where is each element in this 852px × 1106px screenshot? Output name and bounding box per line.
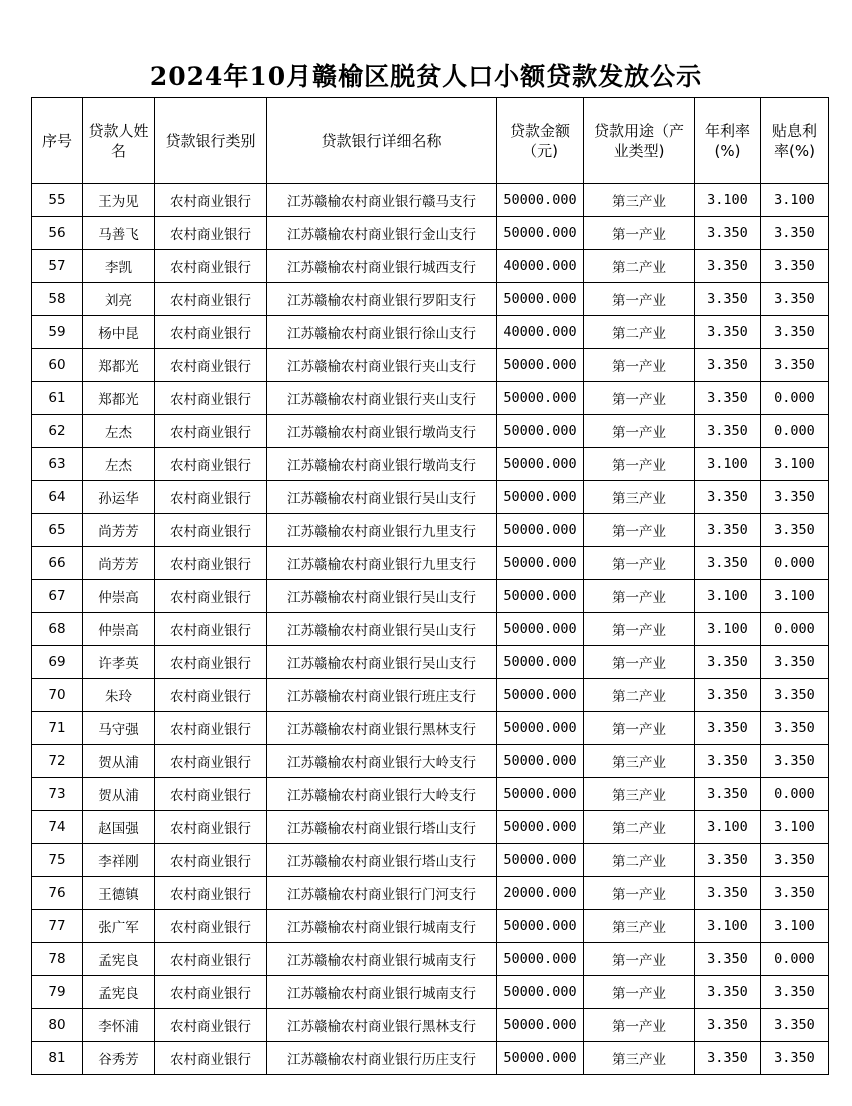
cell-annual-rate: 3.100 — [695, 613, 761, 646]
cell-bank-category: 农村商业银行 — [155, 217, 267, 250]
table-row — [32, 382, 829, 415]
table-row — [32, 877, 829, 910]
cell-seq: 57 — [32, 250, 83, 283]
cell-loan-purpose: 第一产业 — [584, 217, 695, 250]
cell-bank-detail-name: 江苏赣榆农村商业银行吴山支行 — [267, 580, 497, 613]
table-row — [32, 712, 829, 745]
cell-bank-category: 农村商业银行 — [155, 283, 267, 316]
cell-bank-category: 农村商业银行 — [155, 415, 267, 448]
table-row — [32, 415, 829, 448]
cell-annual-rate: 3.350 — [695, 646, 761, 679]
cell-borrower-name: 李凯 — [83, 250, 155, 283]
cell-seq: 81 — [32, 1042, 83, 1075]
cell-bank-detail-name: 江苏赣榆农村商业银行吴山支行 — [267, 646, 497, 679]
cell-annual-rate: 3.100 — [695, 448, 761, 481]
loan-disbursement-table — [31, 97, 829, 1075]
cell-loan-purpose: 第二产业 — [584, 844, 695, 877]
cell-bank-category: 农村商业银行 — [155, 547, 267, 580]
header-loan-amount: 贷款金额（元) — [497, 98, 584, 184]
cell-subsidy-rate: 3.350 — [761, 481, 829, 514]
cell-seq: 71 — [32, 712, 83, 745]
cell-seq: 75 — [32, 844, 83, 877]
cell-subsidy-rate: 3.350 — [761, 316, 829, 349]
cell-subsidy-rate: 0.000 — [761, 613, 829, 646]
cell-loan-amount: 20000.000 — [497, 877, 584, 910]
cell-loan-purpose: 第三产业 — [584, 184, 695, 217]
cell-loan-amount: 50000.000 — [497, 844, 584, 877]
cell-loan-amount: 50000.000 — [497, 415, 584, 448]
cell-loan-purpose: 第一产业 — [584, 1009, 695, 1042]
cell-seq: 70 — [32, 679, 83, 712]
cell-bank-detail-name: 江苏赣榆农村商业银行城南支行 — [267, 910, 497, 943]
cell-annual-rate: 3.350 — [695, 844, 761, 877]
cell-loan-amount: 50000.000 — [497, 613, 584, 646]
cell-bank-detail-name: 江苏赣榆农村商业银行大岭支行 — [267, 745, 497, 778]
cell-loan-purpose: 第二产业 — [584, 250, 695, 283]
cell-bank-detail-name: 江苏赣榆农村商业银行夹山支行 — [267, 349, 497, 382]
cell-loan-amount: 50000.000 — [497, 217, 584, 250]
cell-annual-rate: 3.350 — [695, 679, 761, 712]
cell-annual-rate: 3.350 — [695, 712, 761, 745]
cell-loan-amount: 50000.000 — [497, 811, 584, 844]
header-bank-category: 贷款银行类别 — [155, 98, 267, 184]
table-row — [32, 514, 829, 547]
cell-loan-purpose: 第三产业 — [584, 910, 695, 943]
cell-borrower-name: 贺从浦 — [83, 778, 155, 811]
cell-loan-amount: 40000.000 — [497, 316, 584, 349]
cell-annual-rate: 3.350 — [695, 217, 761, 250]
table-row — [32, 580, 829, 613]
cell-annual-rate: 3.350 — [695, 877, 761, 910]
cell-annual-rate: 3.350 — [695, 481, 761, 514]
cell-bank-category: 农村商业银行 — [155, 349, 267, 382]
cell-bank-category: 农村商业银行 — [155, 448, 267, 481]
cell-bank-detail-name: 江苏赣榆农村商业银行历庄支行 — [267, 1042, 497, 1075]
table-row — [32, 976, 829, 1009]
cell-borrower-name: 王为见 — [83, 184, 155, 217]
table-body — [32, 184, 829, 1075]
cell-bank-category: 农村商业银行 — [155, 184, 267, 217]
cell-loan-purpose: 第三产业 — [584, 778, 695, 811]
cell-bank-detail-name: 江苏赣榆农村商业银行班庄支行 — [267, 679, 497, 712]
cell-annual-rate: 3.350 — [695, 745, 761, 778]
cell-seq: 68 — [32, 613, 83, 646]
cell-loan-purpose: 第一产业 — [584, 976, 695, 1009]
cell-bank-category: 农村商业银行 — [155, 976, 267, 1009]
table-row — [32, 316, 829, 349]
cell-loan-amount: 50000.000 — [497, 547, 584, 580]
cell-subsidy-rate: 3.350 — [761, 877, 829, 910]
cell-loan-purpose: 第一产业 — [584, 514, 695, 547]
cell-borrower-name: 孙运华 — [83, 481, 155, 514]
table-row — [32, 745, 829, 778]
cell-borrower-name: 杨中昆 — [83, 316, 155, 349]
cell-bank-detail-name: 江苏赣榆农村商业银行吴山支行 — [267, 613, 497, 646]
cell-annual-rate: 3.350 — [695, 976, 761, 1009]
cell-seq: 59 — [32, 316, 83, 349]
cell-subsidy-rate: 3.350 — [761, 514, 829, 547]
cell-loan-purpose: 第一产业 — [584, 877, 695, 910]
cell-borrower-name: 许孝英 — [83, 646, 155, 679]
cell-loan-purpose: 第一产业 — [584, 943, 695, 976]
cell-annual-rate: 3.350 — [695, 943, 761, 976]
cell-loan-amount: 50000.000 — [497, 184, 584, 217]
cell-loan-purpose: 第三产业 — [584, 1042, 695, 1075]
cell-loan-amount: 50000.000 — [497, 481, 584, 514]
cell-loan-purpose: 第一产业 — [584, 415, 695, 448]
cell-loan-amount: 50000.000 — [497, 382, 584, 415]
cell-loan-purpose: 第一产业 — [584, 547, 695, 580]
cell-loan-purpose: 第三产业 — [584, 481, 695, 514]
cell-annual-rate: 3.100 — [695, 580, 761, 613]
cell-bank-detail-name: 江苏赣榆农村商业银行金山支行 — [267, 217, 497, 250]
cell-subsidy-rate: 3.350 — [761, 745, 829, 778]
cell-bank-detail-name: 江苏赣榆农村商业银行九里支行 — [267, 514, 497, 547]
cell-loan-amount: 50000.000 — [497, 679, 584, 712]
cell-seq: 76 — [32, 877, 83, 910]
cell-seq: 78 — [32, 943, 83, 976]
cell-annual-rate: 3.100 — [695, 910, 761, 943]
header-borrower-name: 贷款人姓名 — [83, 98, 155, 184]
cell-loan-purpose: 第一产业 — [584, 613, 695, 646]
cell-loan-purpose: 第一产业 — [584, 382, 695, 415]
cell-subsidy-rate: 3.350 — [761, 250, 829, 283]
cell-subsidy-rate: 3.350 — [761, 679, 829, 712]
cell-bank-category: 农村商业银行 — [155, 1042, 267, 1075]
cell-loan-amount: 50000.000 — [497, 943, 584, 976]
cell-subsidy-rate: 3.100 — [761, 811, 829, 844]
cell-loan-amount: 50000.000 — [497, 646, 584, 679]
cell-borrower-name: 孟宪良 — [83, 976, 155, 1009]
cell-bank-detail-name: 江苏赣榆农村商业银行罗阳支行 — [267, 283, 497, 316]
cell-subsidy-rate: 3.100 — [761, 184, 829, 217]
cell-loan-amount: 50000.000 — [497, 1042, 584, 1075]
cell-bank-category: 农村商业银行 — [155, 910, 267, 943]
cell-bank-detail-name: 江苏赣榆农村商业银行夹山支行 — [267, 382, 497, 415]
cell-bank-detail-name: 江苏赣榆农村商业银行墩尚支行 — [267, 415, 497, 448]
header-annual-rate: 年利率(%) — [695, 98, 761, 184]
cell-loan-purpose: 第一产业 — [584, 646, 695, 679]
cell-borrower-name: 王德镇 — [83, 877, 155, 910]
cell-subsidy-rate: 3.350 — [761, 1042, 829, 1075]
cell-seq: 65 — [32, 514, 83, 547]
cell-borrower-name: 贺从浦 — [83, 745, 155, 778]
cell-subsidy-rate: 3.350 — [761, 217, 829, 250]
cell-subsidy-rate: 0.000 — [761, 382, 829, 415]
cell-annual-rate: 3.350 — [695, 382, 761, 415]
cell-bank-detail-name: 江苏赣榆农村商业银行墩尚支行 — [267, 448, 497, 481]
table-row — [32, 646, 829, 679]
cell-borrower-name: 李祥刚 — [83, 844, 155, 877]
cell-annual-rate: 3.100 — [695, 811, 761, 844]
cell-borrower-name: 郑都光 — [83, 382, 155, 415]
cell-bank-category: 农村商业银行 — [155, 382, 267, 415]
cell-loan-amount: 50000.000 — [497, 778, 584, 811]
header-bank-detail-name: 贷款银行详细名称 — [267, 98, 497, 184]
cell-loan-purpose: 第二产业 — [584, 316, 695, 349]
cell-loan-purpose: 第二产业 — [584, 811, 695, 844]
cell-bank-category: 农村商业银行 — [155, 481, 267, 514]
table-row — [32, 811, 829, 844]
cell-annual-rate: 3.350 — [695, 316, 761, 349]
cell-annual-rate: 3.350 — [695, 1009, 761, 1042]
cell-bank-category: 农村商业银行 — [155, 943, 267, 976]
cell-subsidy-rate: 3.350 — [761, 712, 829, 745]
cell-bank-category: 农村商业银行 — [155, 712, 267, 745]
cell-annual-rate: 3.350 — [695, 547, 761, 580]
cell-borrower-name: 孟宪良 — [83, 943, 155, 976]
cell-loan-amount: 50000.000 — [497, 745, 584, 778]
cell-seq: 80 — [32, 1009, 83, 1042]
cell-loan-amount: 50000.000 — [497, 514, 584, 547]
cell-annual-rate: 3.350 — [695, 250, 761, 283]
page-title: 2024年10月赣榆区脱贫人口小额贷款发放公示 — [149, 61, 703, 91]
cell-borrower-name: 朱玲 — [83, 679, 155, 712]
cell-borrower-name: 赵国强 — [83, 811, 155, 844]
cell-annual-rate: 3.350 — [695, 778, 761, 811]
cell-subsidy-rate: 3.350 — [761, 976, 829, 1009]
cell-annual-rate: 3.350 — [695, 514, 761, 547]
cell-loan-amount: 50000.000 — [497, 349, 584, 382]
cell-subsidy-rate: 3.350 — [761, 844, 829, 877]
cell-seq: 56 — [32, 217, 83, 250]
table-row — [32, 1009, 829, 1042]
cell-loan-purpose: 第一产业 — [584, 448, 695, 481]
cell-bank-category: 农村商业银行 — [155, 580, 267, 613]
cell-bank-detail-name: 江苏赣榆农村商业银行门河支行 — [267, 877, 497, 910]
cell-bank-detail-name: 江苏赣榆农村商业银行吴山支行 — [267, 481, 497, 514]
cell-loan-amount: 50000.000 — [497, 580, 584, 613]
cell-loan-amount: 50000.000 — [497, 976, 584, 1009]
cell-bank-category: 农村商业银行 — [155, 646, 267, 679]
cell-subsidy-rate: 0.000 — [761, 547, 829, 580]
table-row — [32, 1042, 829, 1075]
cell-loan-amount: 40000.000 — [497, 250, 584, 283]
cell-bank-category: 农村商业银行 — [155, 778, 267, 811]
cell-bank-detail-name: 江苏赣榆农村商业银行塔山支行 — [267, 811, 497, 844]
cell-seq: 72 — [32, 745, 83, 778]
cell-subsidy-rate: 3.100 — [761, 448, 829, 481]
cell-subsidy-rate: 0.000 — [761, 943, 829, 976]
cell-subsidy-rate: 3.100 — [761, 910, 829, 943]
header-seq: 序号 — [32, 98, 83, 184]
cell-bank-category: 农村商业银行 — [155, 811, 267, 844]
table-row — [32, 613, 829, 646]
cell-seq: 67 — [32, 580, 83, 613]
cell-seq: 66 — [32, 547, 83, 580]
cell-loan-purpose: 第一产业 — [584, 349, 695, 382]
cell-loan-purpose: 第一产业 — [584, 283, 695, 316]
cell-seq: 55 — [32, 184, 83, 217]
cell-bank-category: 农村商业银行 — [155, 679, 267, 712]
cell-borrower-name: 张广军 — [83, 910, 155, 943]
cell-bank-category: 农村商业银行 — [155, 316, 267, 349]
cell-seq: 63 — [32, 448, 83, 481]
cell-loan-amount: 50000.000 — [497, 283, 584, 316]
table-row — [32, 448, 829, 481]
cell-seq: 77 — [32, 910, 83, 943]
table-row — [32, 184, 829, 217]
cell-bank-detail-name: 江苏赣榆农村商业银行城南支行 — [267, 976, 497, 1009]
cell-borrower-name: 左杰 — [83, 448, 155, 481]
cell-bank-category: 农村商业银行 — [155, 1009, 267, 1042]
cell-seq: 74 — [32, 811, 83, 844]
cell-annual-rate: 3.350 — [695, 349, 761, 382]
cell-annual-rate: 3.100 — [695, 184, 761, 217]
cell-bank-detail-name: 江苏赣榆农村商业银行大岭支行 — [267, 778, 497, 811]
cell-bank-detail-name: 江苏赣榆农村商业银行徐山支行 — [267, 316, 497, 349]
cell-seq: 62 — [32, 415, 83, 448]
cell-borrower-name: 郑都光 — [83, 349, 155, 382]
cell-bank-category: 农村商业银行 — [155, 877, 267, 910]
cell-loan-purpose: 第三产业 — [584, 745, 695, 778]
table-row — [32, 778, 829, 811]
table-row — [32, 349, 829, 382]
cell-borrower-name: 马善飞 — [83, 217, 155, 250]
cell-seq: 61 — [32, 382, 83, 415]
cell-loan-amount: 50000.000 — [497, 1009, 584, 1042]
cell-borrower-name: 李怀浦 — [83, 1009, 155, 1042]
table-row — [32, 250, 829, 283]
table-row — [32, 217, 829, 250]
cell-seq: 79 — [32, 976, 83, 1009]
cell-loan-purpose: 第二产业 — [584, 679, 695, 712]
cell-bank-detail-name: 江苏赣榆农村商业银行赣马支行 — [267, 184, 497, 217]
table-row — [32, 481, 829, 514]
cell-seq: 60 — [32, 349, 83, 382]
cell-bank-detail-name: 江苏赣榆农村商业银行黑林支行 — [267, 1009, 497, 1042]
cell-seq: 58 — [32, 283, 83, 316]
table-row — [32, 679, 829, 712]
cell-bank-category: 农村商业银行 — [155, 745, 267, 778]
cell-seq: 69 — [32, 646, 83, 679]
cell-borrower-name: 左杰 — [83, 415, 155, 448]
cell-subsidy-rate: 3.350 — [761, 349, 829, 382]
cell-subsidy-rate: 3.350 — [761, 283, 829, 316]
table-row — [32, 943, 829, 976]
cell-borrower-name: 仲崇高 — [83, 580, 155, 613]
cell-subsidy-rate: 0.000 — [761, 778, 829, 811]
cell-seq: 73 — [32, 778, 83, 811]
cell-loan-amount: 50000.000 — [497, 448, 584, 481]
cell-borrower-name: 马守强 — [83, 712, 155, 745]
cell-annual-rate: 3.350 — [695, 415, 761, 448]
header-loan-purpose: 贷款用途（产业类型) — [584, 98, 695, 184]
table-row — [32, 283, 829, 316]
cell-borrower-name: 刘亮 — [83, 283, 155, 316]
cell-bank-detail-name: 江苏赣榆农村商业银行塔山支行 — [267, 844, 497, 877]
table-row — [32, 910, 829, 943]
cell-subsidy-rate: 3.100 — [761, 580, 829, 613]
cell-annual-rate: 3.350 — [695, 1042, 761, 1075]
cell-annual-rate: 3.350 — [695, 283, 761, 316]
cell-bank-category: 农村商业银行 — [155, 514, 267, 547]
cell-loan-purpose: 第一产业 — [584, 712, 695, 745]
table-row — [32, 844, 829, 877]
cell-bank-detail-name: 江苏赣榆农村商业银行城南支行 — [267, 943, 497, 976]
cell-borrower-name: 尚芳芳 — [83, 514, 155, 547]
cell-loan-amount: 50000.000 — [497, 712, 584, 745]
table-header-row — [32, 98, 829, 184]
cell-subsidy-rate: 0.000 — [761, 415, 829, 448]
cell-loan-amount: 50000.000 — [497, 910, 584, 943]
cell-borrower-name: 尚芳芳 — [83, 547, 155, 580]
cell-bank-category: 农村商业银行 — [155, 844, 267, 877]
cell-subsidy-rate: 3.350 — [761, 1009, 829, 1042]
cell-bank-detail-name: 江苏赣榆农村商业银行黑林支行 — [267, 712, 497, 745]
cell-bank-detail-name: 江苏赣榆农村商业银行城西支行 — [267, 250, 497, 283]
cell-seq: 64 — [32, 481, 83, 514]
cell-loan-purpose: 第一产业 — [584, 580, 695, 613]
table-row — [32, 547, 829, 580]
cell-bank-category: 农村商业银行 — [155, 250, 267, 283]
cell-subsidy-rate: 3.350 — [761, 646, 829, 679]
cell-borrower-name: 仲崇高 — [83, 613, 155, 646]
cell-borrower-name: 谷秀芳 — [83, 1042, 155, 1075]
header-subsidy-rate: 贴息利率(%) — [761, 98, 829, 184]
cell-bank-detail-name: 江苏赣榆农村商业银行九里支行 — [267, 547, 497, 580]
cell-bank-category: 农村商业银行 — [155, 613, 267, 646]
